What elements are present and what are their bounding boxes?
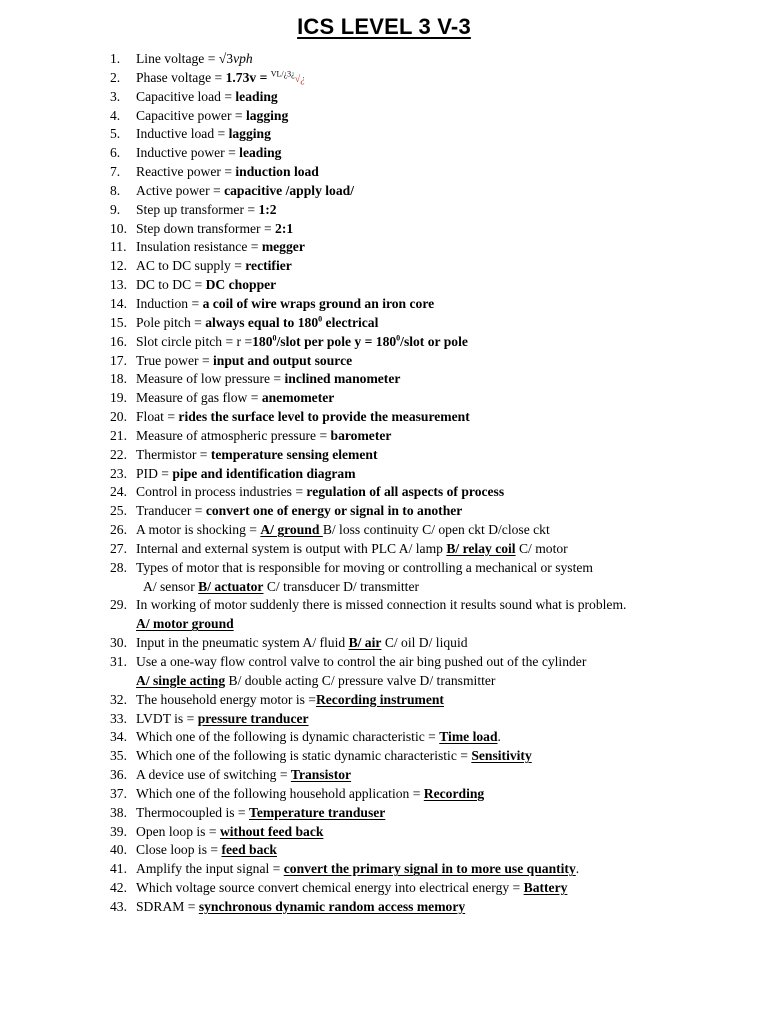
list-item	[0, 107, 768, 126]
question-text: Induction =	[136, 295, 203, 311]
item-number: 19.	[110, 390, 127, 406]
item-number: 38.	[110, 804, 127, 820]
item-text	[136, 634, 468, 653]
question-text: C/ oil D/ liquid	[381, 635, 468, 651]
question-text: C/ transducer D/ transmitter	[263, 578, 420, 594]
item-text	[136, 710, 309, 729]
answer-text: lagging	[228, 126, 271, 142]
question-text: Phase voltage =	[136, 69, 226, 85]
list-item	[0, 521, 768, 540]
list-item	[0, 163, 768, 182]
answer-text: Battery	[523, 880, 568, 896]
item-text	[136, 879, 567, 898]
item-text	[136, 559, 593, 578]
answer-text: leading	[239, 145, 282, 161]
answer-text: anemometer	[261, 390, 335, 406]
list-item	[0, 898, 768, 917]
item-text	[136, 653, 586, 672]
list-item	[0, 559, 768, 578]
list-item	[0, 276, 768, 295]
item-number: 10.	[110, 220, 127, 236]
question-text: AC to DC supply =	[136, 258, 246, 274]
list-item	[0, 860, 768, 879]
list-item	[0, 747, 768, 766]
item-text	[136, 50, 253, 69]
item-text	[136, 220, 293, 239]
question-text: Inductive load =	[136, 126, 229, 142]
answer-text: A/ ground	[260, 522, 323, 538]
list-item-continuation	[0, 578, 768, 597]
question-text: Open loop is =	[136, 823, 220, 839]
list-item	[0, 389, 768, 408]
item-number: 9.	[110, 201, 121, 217]
item-text	[136, 672, 495, 691]
item-text	[136, 728, 501, 747]
item-text	[136, 314, 378, 333]
answer-text: feed back	[221, 842, 277, 858]
item-text	[136, 446, 378, 465]
item-number: 41.	[110, 861, 127, 877]
question-text: True power =	[136, 352, 214, 368]
question-text: .	[497, 729, 501, 745]
list-item	[0, 220, 768, 239]
question-text: C/ motor	[515, 540, 568, 556]
question-text: Internal and external system is output with PLC A/ lamp	[136, 540, 447, 556]
item-text	[136, 502, 462, 521]
question-text: Tranducer =	[136, 503, 206, 519]
list-item	[0, 238, 768, 257]
question-text: 0	[396, 333, 401, 343]
answer-text: 180	[252, 333, 273, 349]
list-item	[0, 182, 768, 201]
list-item-continuation	[0, 615, 768, 634]
question-text: Pole pitch =	[136, 314, 206, 330]
answer-text: capacitive /apply load/	[224, 182, 354, 198]
item-text	[136, 257, 292, 276]
answer-text: convert one of energy or signal in to another	[205, 503, 463, 519]
item-number: 24.	[110, 484, 127, 500]
item-number: 32.	[110, 691, 127, 707]
list-item	[0, 483, 768, 502]
question-text: Which voltage source convert chemical energy into electrical energy =	[136, 880, 524, 896]
item-number: 25.	[110, 503, 127, 519]
answer-text: synchronous dynamic random access memory	[198, 898, 466, 914]
answer-text: convert the primary signal in to more use quantity	[283, 861, 576, 877]
item-text	[136, 182, 354, 201]
list-item	[0, 634, 768, 653]
answer-text: Recording instrument	[315, 691, 444, 707]
answer-text: temperature sensing element	[210, 446, 378, 462]
question-text: In working of motor suddenly there is missed connection it results sound what is problem.	[136, 597, 627, 613]
list-item	[0, 69, 768, 88]
answer-text: Transistor	[290, 767, 352, 783]
answer-text: A/ motor ground	[136, 616, 234, 632]
list-item	[0, 50, 768, 69]
item-number: 18.	[110, 371, 127, 387]
question-text: 0	[318, 314, 323, 324]
question-text: 0	[272, 333, 277, 343]
question-text: B/ double acting C/ pressure valve D/ transmitter	[225, 672, 496, 688]
question-text: Use a one-way flow control valve to control the air bing pushed out of the cylinder	[136, 654, 587, 669]
item-number: 6.	[110, 145, 121, 161]
item-text	[136, 766, 351, 785]
answer-text: regulation of all aspects of process	[306, 484, 505, 500]
list-item	[0, 295, 768, 314]
list-item	[0, 144, 768, 163]
answer-text: megger	[261, 239, 305, 255]
question-text: Which one of the following household application =	[136, 785, 424, 801]
question-text: Input in the pneumatic system A/ fluid	[136, 635, 349, 651]
item-text	[136, 427, 391, 446]
list-item	[0, 502, 768, 521]
item-number: 2.	[110, 69, 121, 85]
question-text: Thermocoupled is =	[136, 804, 249, 820]
item-text	[136, 691, 444, 710]
item-text	[136, 804, 385, 823]
list-item	[0, 879, 768, 898]
item-number: 39.	[110, 823, 127, 839]
item-number: 8.	[110, 182, 121, 198]
item-number: 1.	[110, 51, 121, 66]
item-text	[136, 295, 434, 314]
answer-text: 2:1	[275, 220, 294, 236]
page-title: ICS LEVEL 3 V-3	[297, 14, 471, 39]
item-number: 42.	[110, 880, 127, 896]
item-number: 12.	[110, 258, 127, 274]
question-text: Control in process industries =	[136, 484, 307, 500]
question-text: B/ loss continuity C/ open ckt D/close ckt	[322, 522, 550, 538]
answer-text: /slot or pole	[400, 333, 468, 349]
item-number: 17.	[110, 352, 127, 368]
answer-text: B/ relay coil	[446, 540, 516, 556]
question-text: PID =	[136, 465, 173, 481]
item-number: 36.	[110, 767, 127, 783]
question-text: Float =	[136, 409, 179, 425]
question-text: .	[575, 861, 580, 877]
question-text: DC to DC =	[136, 277, 206, 293]
list-item	[0, 88, 768, 107]
item-number: 4.	[110, 107, 121, 123]
answer-text: always equal to 180	[205, 314, 319, 330]
item-text	[136, 898, 465, 917]
question-text: Reactive power =	[136, 164, 236, 180]
item-text	[136, 201, 277, 220]
question-text: SDRAM =	[136, 898, 199, 914]
item-number: 26.	[110, 522, 127, 538]
list-item	[0, 352, 768, 371]
answer-text: input and output source	[213, 352, 353, 368]
answer-text: 1:2	[258, 201, 277, 217]
question-list	[0, 50, 768, 917]
item-number: 11.	[110, 239, 127, 255]
question-text: Measure of gas flow =	[136, 390, 262, 406]
answer-text: rides the surface level to provide the measurement	[178, 409, 470, 425]
item-number: 13.	[110, 277, 127, 293]
answer-text: DC chopper	[205, 277, 277, 293]
answer-text: /slot per pole y = 180	[276, 333, 397, 349]
question-text: Measure of atmospheric pressure =	[136, 427, 331, 443]
item-number: 27.	[110, 540, 127, 556]
item-text	[136, 389, 334, 408]
item-text	[136, 352, 352, 371]
list-item	[0, 465, 768, 484]
item-number: 31.	[110, 654, 127, 669]
list-item	[0, 446, 768, 465]
item-number: 40.	[110, 842, 127, 858]
item-text	[136, 88, 278, 107]
list-item	[0, 823, 768, 842]
question-text: The household energy motor is =	[136, 691, 316, 707]
item-text	[136, 785, 484, 804]
item-text	[143, 578, 419, 597]
answer-text: barometer	[330, 427, 392, 443]
list-item	[0, 314, 768, 333]
question-text: Line voltage =	[136, 51, 219, 66]
question-text: VL/¿3¿	[270, 69, 295, 79]
question-text: Step down transformer =	[136, 220, 276, 236]
item-number: 16.	[110, 333, 127, 349]
list-item	[0, 201, 768, 220]
question-text: Which one of the following is static dynamic characteristic =	[136, 748, 472, 764]
item-text	[136, 69, 305, 90]
answer-text: Sensitivity	[471, 748, 532, 764]
answer-text: a coil of wire wraps ground an iron core	[202, 295, 435, 311]
item-text	[136, 163, 319, 182]
item-number: 33.	[110, 710, 127, 726]
question-text: Capacitive power =	[136, 107, 246, 123]
question-text: LVDT is =	[136, 710, 198, 726]
list-item	[0, 408, 768, 427]
item-text	[136, 238, 305, 257]
answer-text: lagging	[245, 107, 289, 123]
question-text: Step up transformer =	[136, 201, 259, 217]
item-number: 5.	[110, 126, 121, 142]
list-item	[0, 596, 768, 615]
list-item	[0, 804, 768, 823]
list-item	[0, 653, 768, 672]
answer-text: electrical	[322, 314, 379, 330]
question-text: Slot circle pitch = r =	[136, 333, 253, 349]
item-text	[136, 841, 277, 860]
answer-text: pressure tranducer	[197, 710, 309, 726]
item-text	[136, 333, 468, 352]
question-text: A motor is shocking =	[136, 522, 261, 538]
item-number: 23.	[110, 465, 127, 481]
item-text	[136, 596, 626, 615]
item-number: 21.	[110, 427, 127, 443]
item-text	[136, 408, 470, 427]
list-item	[0, 766, 768, 785]
list-item	[0, 710, 768, 729]
item-number: 14.	[110, 295, 127, 311]
answer-text: B/ actuator	[198, 578, 264, 594]
question-text: Types of motor that is responsible for moving or controlling a mechanical or system	[136, 559, 593, 575]
question-text: Insulation resistance =	[136, 239, 262, 255]
list-item	[0, 125, 768, 144]
list-item	[0, 333, 768, 352]
question-text: Amplify the input signal =	[136, 861, 284, 877]
question-text: Thermistor =	[136, 446, 211, 462]
item-text	[136, 860, 579, 879]
item-number: 35.	[110, 748, 127, 764]
question-text: Inductive power =	[136, 145, 240, 161]
list-item-continuation	[0, 672, 768, 691]
item-text	[136, 540, 568, 559]
item-text	[136, 370, 400, 389]
list-item	[0, 728, 768, 747]
item-number: 15.	[110, 314, 127, 330]
answer-text: A/ single acting	[136, 672, 226, 688]
item-text	[136, 465, 356, 484]
answer-text: without feed back	[219, 823, 324, 839]
answer-text: leading	[235, 88, 278, 104]
answer-text: rectifier	[245, 258, 292, 274]
item-number: 22.	[110, 446, 127, 462]
item-text	[136, 483, 504, 502]
item-number: 34.	[110, 729, 127, 745]
question-text: A device use of switching =	[136, 767, 291, 783]
answer-text: Temperature tranduser	[249, 804, 386, 820]
item-number: 37.	[110, 785, 127, 801]
item-text	[136, 747, 532, 766]
answer-text: induction load	[235, 164, 319, 180]
list-item	[0, 257, 768, 276]
item-text	[136, 521, 550, 540]
item-text	[136, 823, 323, 842]
item-number: 28.	[110, 559, 127, 575]
item-number: 20.	[110, 409, 127, 425]
question-text: Measure of low pressure =	[136, 371, 285, 387]
item-text	[136, 276, 276, 295]
list-item	[0, 785, 768, 804]
item-text	[136, 107, 288, 126]
list-item	[0, 370, 768, 389]
list-item	[0, 540, 768, 559]
item-text	[136, 615, 234, 634]
item-text	[136, 125, 271, 144]
item-number: 7.	[110, 164, 121, 180]
item-text	[136, 144, 281, 163]
question-text: Which one of the following is dynamic characteristic =	[136, 729, 440, 745]
question-text: vph	[233, 51, 253, 66]
question-text: Capacitive load =	[136, 88, 236, 104]
item-number: 43.	[110, 898, 127, 914]
answer-text: inclined manometer	[284, 371, 401, 387]
question-text: Close loop is =	[136, 842, 222, 858]
question-text: √¿	[294, 73, 306, 85]
list-item	[0, 427, 768, 446]
question-text: A/ sensor	[143, 578, 199, 594]
item-number: 30.	[110, 635, 127, 651]
question-text: √3	[218, 51, 234, 66]
item-number: 29.	[110, 597, 127, 613]
answer-text: Time load	[439, 729, 498, 745]
question-text: Active power =	[136, 182, 225, 198]
answer-text: 1.73v =	[225, 69, 271, 85]
list-item	[0, 841, 768, 860]
answer-text: Recording	[423, 785, 485, 801]
answer-text: B/ air	[348, 635, 382, 651]
answer-text: pipe and identification diagram	[172, 465, 356, 481]
item-number: 3.	[110, 88, 121, 104]
list-item	[0, 691, 768, 710]
